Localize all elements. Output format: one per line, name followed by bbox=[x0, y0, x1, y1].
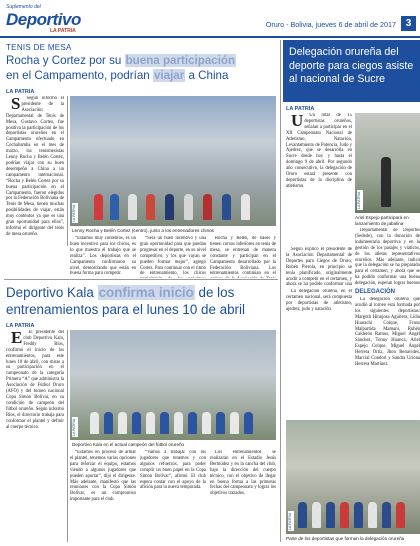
story2-column-3: “Vamos a trabajar con los jugadores que tenemos y con algunos refuerzos, para poder cumplir un buen papel en la Copa Simón Bolívar”, afirmó. El club espera contar con el apoyo de la afición para la nueva temporada. bbox=[140, 450, 206, 491]
story3-group-photo: LA PATRIA bbox=[286, 420, 420, 534]
story3-group-caption: Parte de los deportistas que forman la delegación orureña bbox=[286, 536, 405, 541]
story1-photo: LA PATRIA bbox=[70, 96, 276, 226]
logo-subtitle: LA PATRIA bbox=[50, 28, 76, 34]
story1-column-3: “Será un buen incentivo y una gran oportunidad para que puedan progresar en el deporte, en su nivel competitivo, y los que vayan se pueden formar mejor”, agregó Cortez. Para continuar con el ritmo de entrenamiento, los chicos bbox=[140, 236, 206, 277]
newspaper-logo bbox=[6, 4, 86, 34]
story2-column-1: E El presidente del club Deportivo Kala, Freddy Ríos, confirmó el inicio de los entrenamientos, para este lunes 10 de abril, con miras a su participación en el campeonato de la categoría Primera “A” que administra la Asociación de Fútbol Oruro (AFO) y del torneo nacional Copa Simón Bolívar, en su condición de campeón del fútbol orureño. Según informó Ríos, el directorio trabaja para conformar el plantel y definir al cuerpo técnico. bbox=[6, 330, 64, 430]
story3-athlete-photo: LA PATRIA bbox=[355, 113, 420, 213]
column-divider bbox=[67, 96, 68, 246]
story1-headline: Rocha y Cortez por su buena participación en el Campamento, podrían viajar a China bbox=[6, 54, 236, 82]
story2-section: LA PATRIA bbox=[6, 323, 35, 329]
story3-column-1: U Un total de 15 deportistas orureños, señalan a participar en el XII Campeonato Nacional de Atletismo, Natación, Levantamiento de Potencia, Judo y Ajedrez, que se desarrolla en Sucre desde hoy y hasta el domingo 9 de abril. Por segundo año consecutivo, la delegación de Oruro estará presente con deportistas de la disciplina de atletismo. bbox=[286, 113, 352, 189]
dropcap: U bbox=[291, 113, 304, 130]
dateline: Oruro - Bolivia, jueves 6 de abril de 2017 bbox=[265, 20, 396, 29]
delegation-title: DELEGACIÓN bbox=[355, 289, 396, 295]
story1-photo-caption: Lenny Rocha y Belén Cortez (centro), junto a los entrenadores chinos bbox=[72, 228, 214, 233]
dropcap: E bbox=[11, 330, 23, 347]
story2-photo-caption: Deportivo Kala en el actual campeón del fútbol orureño bbox=[72, 442, 185, 447]
story1-column-4: Rocha y Belén, de bases y tienen cursos inferiores en tenis de mesa, se entrenan de manera constante y participan en el Campamento desarrollado por la Federación Boliviana. Los entrenamientos continúan en el bbox=[210, 236, 276, 277]
story3-column-3: Departamental de Deportes (Sedede), con la donación de indumentaria deportiva y en la gestión de los pasajes y viáticos, de los atletas representativos orureños. Más adelante, indicó que la delegación se ha preparado para el certamen, y ahora que se ha podido conformar una buena delegación, esperan lograr buenos bbox=[355, 228, 420, 287]
story1-section: LA PATRIA bbox=[6, 89, 35, 95]
story1-kicker: TENIS DE MESA bbox=[6, 43, 72, 52]
story3-headline-box bbox=[283, 40, 420, 102]
story-divider bbox=[4, 279, 278, 280]
story2-column-2: “Estamos en proceso de armar el plantel, tenemos varias opciones para reforzar el equipo, estamos viendo a algunos jugadores que pueden aportar”, dijo el dirigente. Más adelante, manifestó que las reuniones con la Copa Simón Bolívar, es un compromiso importante para el club. bbox=[70, 450, 136, 503]
story3-section: LA PATRIA bbox=[286, 106, 315, 112]
column-divider bbox=[280, 40, 281, 542]
page-number: 3 bbox=[401, 16, 416, 31]
page-header bbox=[0, 0, 420, 38]
story3-photo-caption: Ariel Espejo participará en lanzamiento de jabalina bbox=[355, 215, 409, 226]
column-divider bbox=[67, 330, 68, 542]
dropcap: S bbox=[11, 96, 21, 113]
story2-headline: Deportivo Kala confirma inicio de los entrenamientos para el lunes 10 de abril bbox=[6, 285, 245, 317]
story3-headline: Delegación orureña del deporte para ciegos asiste al nacional de Sucre bbox=[289, 46, 414, 85]
story3-column-2: Según explicó el presidente de la Asociación Departamental de Deportes para Ciegos de Oruro, Rubén Pierola, en principio se tenía planificado, originalmente acudir a competir en el certamen, y ahora se ha podido conformar una bbox=[286, 247, 352, 287]
story3-column-4: La delegación orureña que acudió al torneo está formada por los siguientes deportistas: Margoth Hinojosa Aguilera, Lidia Huarachi Colque, Franz Malpartida Mamani, Rubén Calderón Ramos, Miguel Ángel Sánchez, Tonny Huanca, Ariel Espejo Colque, Miguel Ángel Herrera Ortiz, Jhon Benavides, Marcial Condori y Sandra Uriona Herrera Martínez. bbox=[355, 297, 420, 367]
logo-supplement: Suplemento del bbox=[6, 4, 41, 10]
story3-column-5: La delegación orureña, en el certamen nacional, será compuesta por deportistas de atletismo, ajedrez, judo y natación. bbox=[286, 289, 352, 312]
story2-photo: LA PATRIA bbox=[70, 330, 276, 440]
story1-column-2: “Estamos muy contentos, es un buen incentivo para los chicos, es lo que muestra el trabajo que se realiza”. Los deportistas en el Campamento confirmaron su nivel, demostrando que están en buena forma para competir. bbox=[70, 236, 136, 277]
story1-column-1: S Según informó el presidente de la Asociación Departamental de Tenis de Mesa, Gustavo Cortez, fue positiva la participación de los deportistas orureños en el Campamento efectuado en Cochabamba en el mes de marzo, los tenismesistas Lenny Rocha y Belén Cortez, podrían viajar con su buen desempeño a China a un campamento internacional. “Rocha y Belén Cortez por su buena participación en el Campamento, fueron elegidos por la Federación Boliviana de Tenis de Mesa, tienen muchas posibilidades de viajar, están muy contentos ya que es una gran oportunidad para ellos”, informó el dirigente del tenis de mesa orureño. bbox=[6, 96, 64, 237]
story2-column-4: Los entrenamientos se realizarán en el Estadio Jesús Bermúdez y en la cancha del club, bajo la dirección del cuerpo técnico, con el objetivo de llegar en buena forma a las primeras fechas del campeonato y lograr los objetivos trazados. bbox=[210, 450, 276, 497]
logo-title: Deportivo bbox=[6, 10, 81, 29]
